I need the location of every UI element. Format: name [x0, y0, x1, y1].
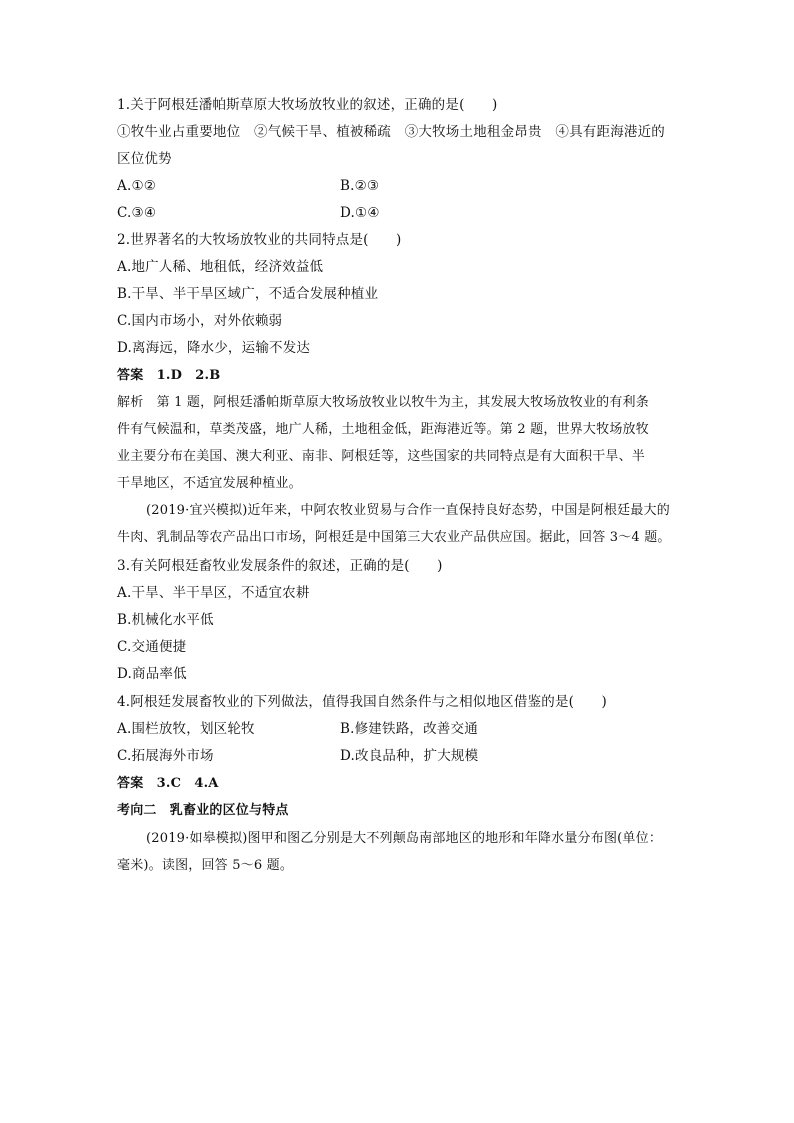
q3-option-c: C.交通便捷	[117, 639, 187, 655]
passage-1-line-1: (2019·宜兴模拟)近年来，中阿农牧业贸易与合作一直保持良好态势，中国是阿根廷最大的	[146, 503, 670, 518]
analysis-line-4: 干旱地区，不适宜发展种植业。	[117, 476, 302, 491]
q3-option-d: D.商品率低	[117, 666, 187, 682]
analysis-line-2: 件有气候温和，草类茂盛，地广人稀，土地租金低，距海港近等。第 2 题，世界大牧场放牧	[117, 422, 649, 437]
q2-option-c: C.国内市场小，对外依赖弱	[117, 313, 283, 329]
q3-stem: 3.有关阿根廷畜牧业发展条件的叙述，正确的是( )	[117, 558, 443, 574]
passage-2-line-2: 毫米)。读图，回答 5～6 题。	[117, 858, 294, 873]
q4-stem: 4.阿根廷发展畜牧业的下列做法，值得我国自然条件与之相似地区借鉴的是( )	[117, 694, 608, 710]
q3-option-a: A.干旱、半干旱区，不适宜农耕	[117, 585, 310, 601]
section-heading: 考向二 乳畜业的区位与特点	[117, 803, 289, 818]
analysis-line-1: 解析 第 1 题，阿根廷潘帕斯草原大牧场放牧业以牧牛为主，其发展大牧场放牧业的有利条	[117, 395, 649, 410]
q4-option-d: D.改良品种，扩大规模	[340, 748, 479, 764]
q2-stem: 2.世界著名的大牧场放牧业的共同特点是( )	[117, 232, 402, 248]
q1-stem: 1.关于阿根廷潘帕斯草原大牧场放牧业的叙述，正确的是( )	[117, 97, 498, 113]
q2-option-b: B.干旱、半干旱区域广，不适合发展种植业	[117, 286, 379, 302]
q2-option-a: A.地广人稀、地租低，经济效益低	[117, 259, 324, 275]
q4-option-c: C.拓展海外市场	[117, 748, 214, 764]
passage-2-line-1: (2019·如皋模拟)图甲和图乙分别是大不列颠岛南部地区的地形和年降水量分布图(单位：	[146, 831, 663, 846]
q4-option-a: A.围栏放牧，划区轮牧	[117, 721, 255, 737]
q1-option-a: A.①②	[117, 178, 157, 194]
q1-option-c: C.③④	[117, 205, 157, 221]
passage-1-line-2: 牛肉、乳制品等农产品出口市场，阿根廷是中国第三大农业产品供应国。据此，回答 3～4 题。	[117, 530, 671, 545]
q1-items-line2: 区位优势	[117, 151, 172, 167]
q3-option-b: B.机械化水平低	[117, 612, 214, 628]
answer-3-4: 答案 3.C 4.A	[117, 776, 219, 791]
q1-option-d: D.①④	[340, 205, 380, 221]
analysis-line-3: 业主要分布在美国、澳大利亚、南非、阿根廷等，这些国家的共同特点是有大面积干旱、半	[117, 449, 646, 464]
q1-items-line1: ①牧牛业占重要地位 ②气候干旱、植被稀疏 ③大牧场土地租金昂贵 ④具有距海港近的	[117, 124, 665, 140]
q2-option-d: D.离海远，降水少，运输不发达	[117, 340, 311, 356]
answer-1-2: 答案 1.D 2.B	[117, 368, 221, 383]
q1-option-b: B.②③	[340, 178, 380, 194]
q4-option-b: B.修建铁路，改善交通	[340, 721, 478, 737]
